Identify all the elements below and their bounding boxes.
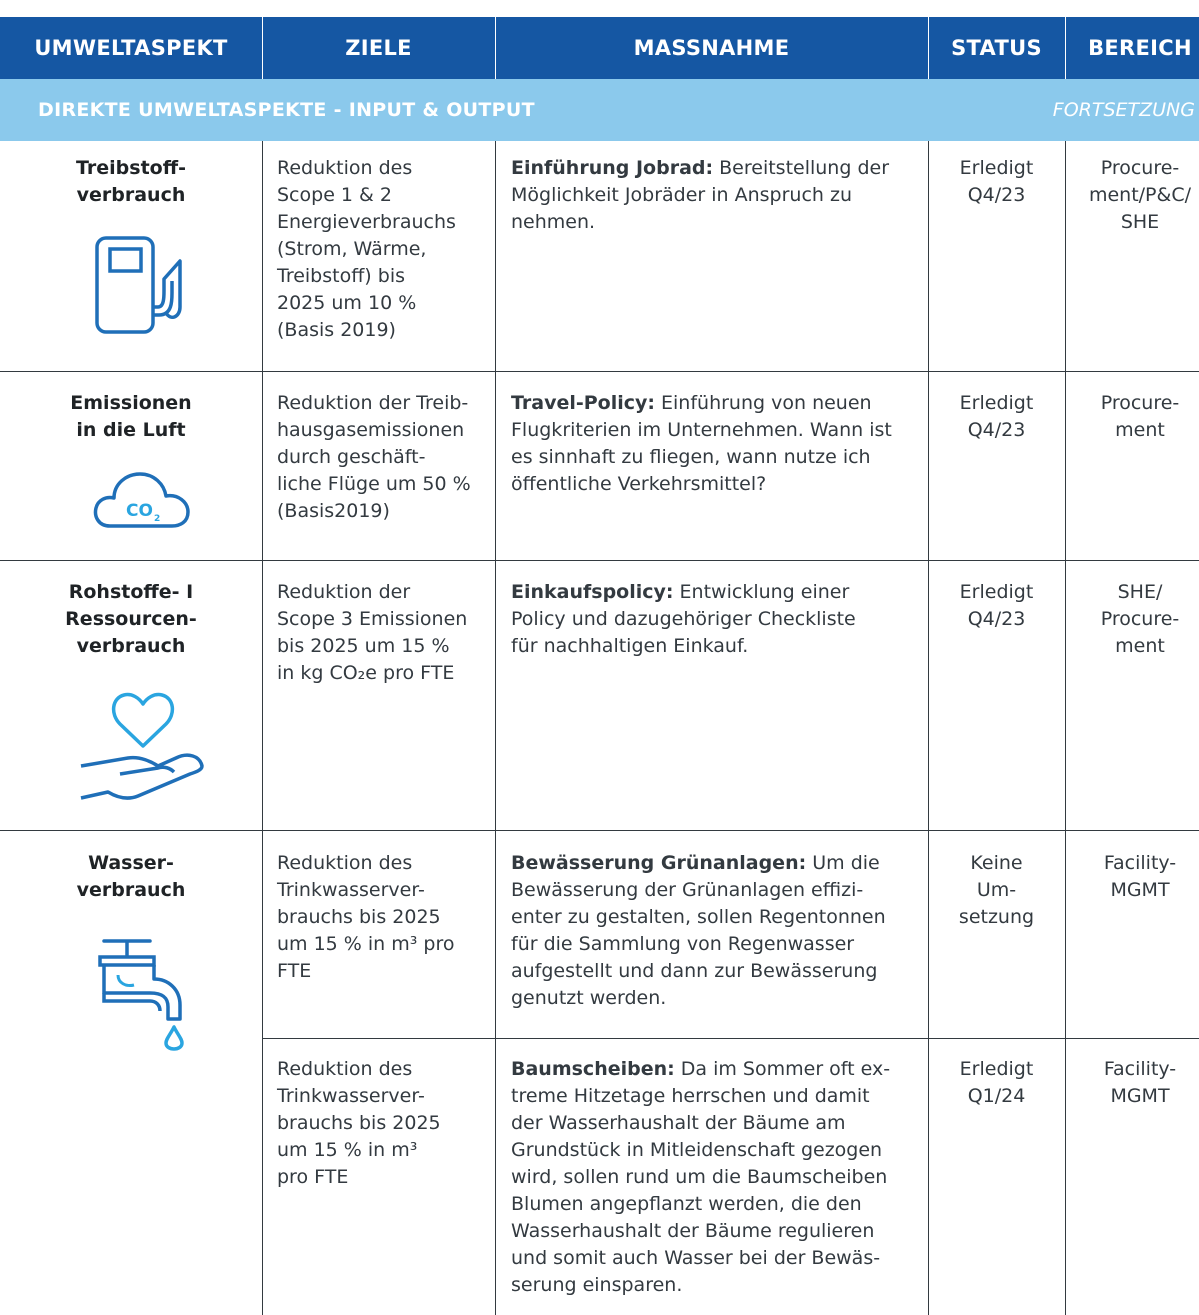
goal-text: Reduktion des Trinkwasserver- brauchs bis 2025 um 15 % in m³ pro FTE [277, 852, 455, 982]
aspect-label: Rohstoffe- I Ressourcen- verbrauch [65, 581, 197, 657]
table-header [0, 17, 1199, 79]
measure-title: Einführung Jobrad: [511, 157, 714, 179]
aspect-label: Treibstoff- verbrauch [76, 157, 186, 206]
measure-text: Einführung von neuen Flugkriterien im Unternehmen. Wann ist es sinnhaft zu fliegen, wann nutze ich öffentliche Verkehrsmittel? [511, 392, 892, 495]
goal-text: Reduktion des Trinkwasserver- brauchs bis 2025 um 15 % in m³ pro FTE [277, 1058, 441, 1188]
measure-text: Entwicklung einer Policy und dazugehöriger Checkliste für nachhaltigen Einkauf. [511, 581, 856, 657]
section-bar [0, 79, 1199, 141]
heart-hand-icon [78, 686, 204, 808]
measure-text: Bereitstellung der Möglichkeit Jobräder in Anspruch zu nehmen. [511, 157, 890, 233]
header-goals: ZIELE [345, 36, 412, 60]
header-aspect: UMWELTASPEKT [34, 36, 228, 60]
measure-title: Einkaufspolicy: [511, 581, 674, 603]
header-measure: MASSNAHME [633, 36, 790, 60]
area-text: Procure- ment/P&C/ SHE [1088, 157, 1192, 233]
measure-cell [511, 155, 923, 236]
measure-title: Bewässerung Grünanlagen: [511, 852, 807, 874]
co2-label: CO [126, 501, 153, 521]
row-divider [262, 1038, 1199, 1039]
goal-text: Reduktion des Scope 1 & 2 Energieverbrauchs (Strom, Wärme, Treibstoff) bis 2025 um 10 % (Basis 2019) [277, 157, 456, 341]
grid-line [495, 141, 496, 1315]
header-area: BEREICH [1088, 36, 1192, 60]
aspect-label: Emissionen in die Luft [70, 392, 192, 441]
measure-text: Um die Bewässerung der Grünanlagen effizi- enter zu gestalten, sollen Regentonnen für die Sammlung von Regenwasser aufgestellt und dann zur Bewässerung genutzt werden. [511, 852, 886, 1009]
row-divider [0, 371, 1199, 372]
status-text: Keine Um- setzung [958, 852, 1035, 928]
measure-title: Baumscheiben: [511, 1058, 675, 1080]
section-note: FORTSETZUNG [1052, 99, 1195, 121]
row-divider [0, 560, 1199, 561]
measure-cell [511, 579, 923, 660]
co2-subscript: 2 [154, 514, 161, 524]
grid-line [928, 141, 929, 1315]
grid-line [262, 141, 263, 1315]
measure-cell [511, 1056, 923, 1299]
co2-cloud-icon [92, 468, 192, 534]
water-tap-icon [96, 935, 188, 1055]
measure-text: Da im Sommer oft ex- treme Hitzetage herrschen und damit der Wasserhaushalt der Bäume am Grundstück in Mitleidenschaft gezogen wird, sollen rund um die Baumscheiben Blumen angepflanzt werden, die den Wasserhaushalt der Bäume regulieren und somit auch Wasser bei der Bewäs- serung einsparen. [511, 1058, 891, 1296]
status-text: Erledigt Q4/23 [959, 157, 1034, 206]
header-status: STATUS [951, 36, 1042, 60]
goal-text: Reduktion der Treib- hausgasemissionen durch geschäft- liche Flüge um 50 % (Basis2019) [277, 392, 471, 522]
measure-title: Travel-Policy: [511, 392, 655, 414]
area-text: Facility- MGMT [1103, 852, 1177, 901]
grid-line [1065, 141, 1066, 1315]
status-text: Erledigt Q4/23 [959, 392, 1034, 441]
measure-cell [511, 850, 923, 1012]
area-text: SHE/ Procure- ment [1100, 581, 1180, 657]
fuel-pump-icon [94, 235, 190, 339]
area-text: Procure- ment [1100, 392, 1180, 441]
status-text: Erledigt Q1/24 [959, 1058, 1034, 1107]
status-text: Erledigt Q4/23 [959, 581, 1034, 630]
row-divider [0, 830, 1199, 831]
measure-cell [511, 390, 923, 498]
area-text: Facility- MGMT [1103, 1058, 1177, 1107]
aspect-label: Wasser- verbrauch [76, 852, 186, 901]
section-title: DIREKTE UMWELTASPEKTE - INPUT & OUTPUT [38, 99, 535, 121]
goal-text: Reduktion der Scope 3 Emissionen bis 2025 um 15 % in kg CO₂e pro FTE [277, 581, 468, 684]
